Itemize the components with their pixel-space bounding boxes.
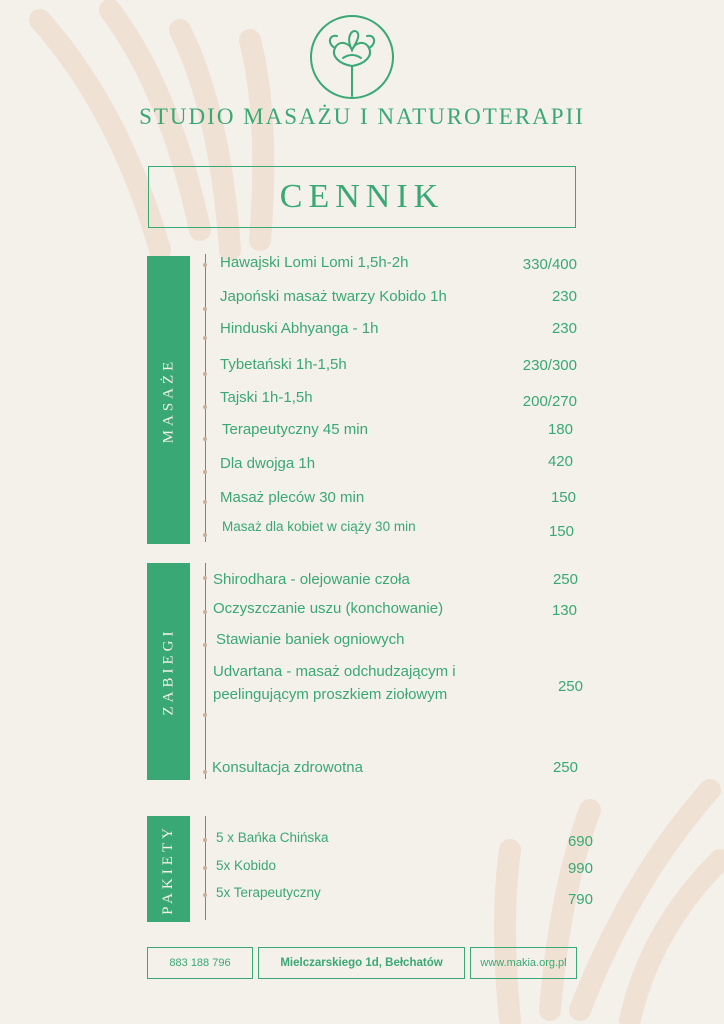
section-label-pakiety: PAKIETY [147,816,190,922]
list-item: Masaż pleców 30 min [220,489,365,506]
list-item: Tybetański 1h-1,5h [220,356,347,373]
item-marker [203,437,207,441]
item-price: 420 [547,453,573,470]
item-price: 250 [552,571,578,588]
list-item: Dla dwojga 1h [220,455,316,472]
item-price: 990 [567,860,593,877]
item-price: 790 [567,891,593,908]
list-item: Japoński masaż twarzy Kobido 1h [220,288,447,305]
item-marker [203,405,207,409]
item-marker [203,533,207,537]
item-marker [203,263,207,267]
section-label-zabiegi: ZABIEGI [147,563,190,780]
item-marker [203,643,207,647]
list-item: Shirodhara - olejowanie czoła [213,571,410,588]
item-price: 330/400 [522,256,577,273]
studio-title: STUDIO MASAŻU I NATUROTERAPII [139,104,585,129]
item-marker [203,576,207,580]
logo-tree-knot-icon [309,14,395,100]
cennik-title: CENNIK [279,178,445,215]
list-item: Hawajski Lomi Lomi 1,5h-2h [220,254,409,271]
list-item: Terapeutyczny 45 min [222,421,368,438]
item-price: 180 [547,421,573,438]
list-item: Konsultacja zdrowotna [212,759,363,776]
item-marker [203,770,207,774]
website-link[interactable]: www.makia.org.pl [480,957,567,969]
address-box [258,947,465,979]
phone-number: 883 188 796 [169,957,231,969]
address: Mielczarskiego 1d, Bełchatów [280,957,443,969]
section-label-masaze: MASAŻE [147,256,190,544]
background-leaf-bottom-right [380,770,724,1024]
item-price: 250 [557,678,583,695]
list-item: 5x Terapeutyczny [216,885,321,900]
list-item: Udvartana - masaż odchudzającym i peelingującym proszkiem ziołowym [213,663,456,703]
cennik-header-box [148,166,576,228]
section-divider-zabiegi [205,563,206,779]
list-item: Masaż dla kobiet w ciąży 30 min [222,519,416,534]
phone-box [147,947,253,979]
item-marker [203,866,207,870]
website-box[interactable] [470,947,577,979]
item-price: 250 [552,759,578,776]
item-marker [203,610,207,614]
item-price: 200/270 [522,393,577,410]
list-item: Tajski 1h-1,5h [220,389,313,406]
item-price: 230 [551,320,577,337]
item-price: 230/300 [522,357,577,374]
list-item: Oczyszczanie uszu (konchowanie) [213,600,444,617]
list-item: Stawianie baniek ogniowych [216,631,405,648]
item-marker [203,893,207,897]
list-item: 5x Kobido [216,858,277,873]
item-price: 230 [551,288,577,305]
item-marker [203,470,207,474]
item-marker [203,336,207,340]
item-price: 150 [550,489,576,506]
item-marker [203,713,207,717]
item-price: 130 [551,602,577,619]
list-item: Hinduski Abhyanga - 1h [220,320,379,337]
section-divider-masaze [205,254,206,542]
item-marker [203,500,207,504]
item-marker [203,307,207,311]
item-marker [203,372,207,376]
item-price: 150 [548,523,574,540]
item-price: 690 [567,833,593,850]
item-marker [203,838,207,842]
list-item: 5 x Bańka Chińska [216,830,329,845]
